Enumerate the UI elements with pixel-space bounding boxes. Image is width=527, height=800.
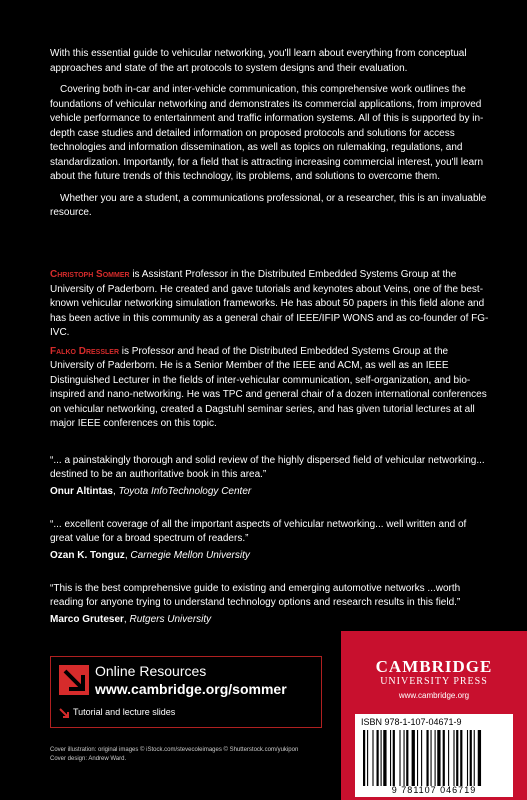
author-name: Christoph Sommer bbox=[50, 269, 130, 280]
quote-2: “... excellent coverage of all the important aspects of vehicular networking... well written and of great value for a broad spectrum of readers.” Ozan K. Tonguz, Carnegie Mellon University bbox=[50, 518, 490, 564]
barcode-bars bbox=[363, 730, 511, 786]
intro-paragraph-2: Covering both in-car and inter-vehicle communication, this comprehensive work outlines the foundations of vehicular networking and demonstrates its commercial applications, from improved vehicle performance to entertainment and traffic information systems. All of this is supported by in-depth case studies and detailed information on proposed protocols and solutions for access technologies and information dissemination, as well as topics on rulemaking, regulations, and standardization. Importantly, for a field that is attracting increasing commercial interest, you'll learn about the future trends of this technology, its problems, and solutions to overcome them. bbox=[50, 84, 484, 182]
blurb-intro bbox=[50, 47, 490, 221]
quote-affiliation: Rutgers University bbox=[129, 614, 212, 625]
author-bios bbox=[50, 268, 490, 432]
barcode-digits: 9 781107 046719 bbox=[391, 785, 477, 795]
publisher-panel bbox=[341, 631, 527, 800]
quote-author: Ozan K. Tonguz bbox=[50, 550, 125, 561]
publisher-press: UNIVERSITY PRESS bbox=[380, 676, 488, 687]
author-bio-text: is Professor and head of the Distributed Embedded Systems Group at the University of Paderborn. He is a Senior Member of the IEEE and ACM, as well as an IEEE Distinguished Lecturer in the fields of inter-vehicular communication, self-organization, and bio-inspired and nano-networking. He was TPC and general chair of a dozen international conferences on vehicular networking, created a Dagstuhl seminar series, and has given tutorial lectures at all major IEEE conferences on this topic. bbox=[50, 345, 487, 429]
online-resources-title: Online Resources bbox=[95, 663, 207, 679]
quote-text: “This is the best comprehensive guide to existing and emerging automotive networks ...worth reading for anyone trying to understand technology options and research results in this field.” bbox=[50, 583, 461, 608]
online-resources-box bbox=[50, 656, 322, 728]
quote-1: “... a painstakingly thorough and solid review of the highly dispersed field of vehicular networking... destined to be an authoritative book in this area.” Onur Altintas, Toyota InfoTechnology Center bbox=[50, 454, 490, 500]
online-resources-url[interactable]: www.cambridge.org/sommer bbox=[95, 681, 287, 697]
author-name: Falko Dressler bbox=[50, 345, 120, 357]
quote-text: “... excellent coverage of all the important aspects of vehicular networking... well written and of great value for a broad spectrum of readers.” bbox=[50, 519, 467, 544]
quote-author: Marco Gruteser bbox=[50, 614, 124, 625]
credit-illustration: Cover illustration: original images © iStock.com/stevecoleimages © Shutterstock.com/yukipon bbox=[50, 747, 299, 753]
online-resources-subtitle: Tutorial and lecture slides bbox=[73, 707, 176, 717]
quote-affiliation: Toyota InfoTechnology Center bbox=[118, 486, 252, 497]
intro-paragraph-3: Whether you are a student, a communications professional, or a researcher, this is an invaluable resource. bbox=[50, 192, 487, 218]
quote-author: Onur Altintas bbox=[50, 486, 113, 497]
author-bio-2 bbox=[50, 345, 490, 432]
quote-text: “... a painstakingly thorough and solid review of the highly dispersed field of vehicular networking... destined to be an authoritative book in this area.” bbox=[50, 455, 485, 480]
quote-affiliation: Carnegie Mellon University bbox=[130, 550, 250, 561]
credit-design: Cover design: Andrew Ward. bbox=[50, 756, 127, 762]
isbn-label: ISBN 978-1-107-04671-9 bbox=[361, 717, 462, 727]
small-arrow-icon bbox=[59, 708, 69, 718]
publisher-name: CAMBRIDGE bbox=[375, 657, 493, 676]
barcode bbox=[355, 714, 513, 797]
cover-credits bbox=[50, 746, 350, 764]
arrow-icon bbox=[59, 665, 89, 695]
quote-3: “This is the best comprehensive guide to existing and emerging automotive networks ...worth reading for anyone trying to understand technology options and research results in this field.” Marco Gruteser, Rutgers University bbox=[50, 582, 490, 628]
intro-paragraph-1: With this essential guide to vehicular networking, you'll learn about everything from conceptual approaches and state of the art protocols to system designs and their evaluation. bbox=[50, 48, 467, 74]
author-bio-text: is Assistant Professor in the Distributed Embedded Systems Group at the University of Paderborn. He created and gave tutorials and keynotes about Veins, one of the best-known vehicular networking simulation frameworks. He has about 50 papers in this field alone and has been active in this community as a general chair of IEEE/IFIP WONS and as co-founder of FG-IVC. bbox=[50, 269, 489, 338]
author-bio-1 bbox=[50, 268, 490, 341]
publisher-url: www.cambridge.org bbox=[398, 691, 470, 700]
